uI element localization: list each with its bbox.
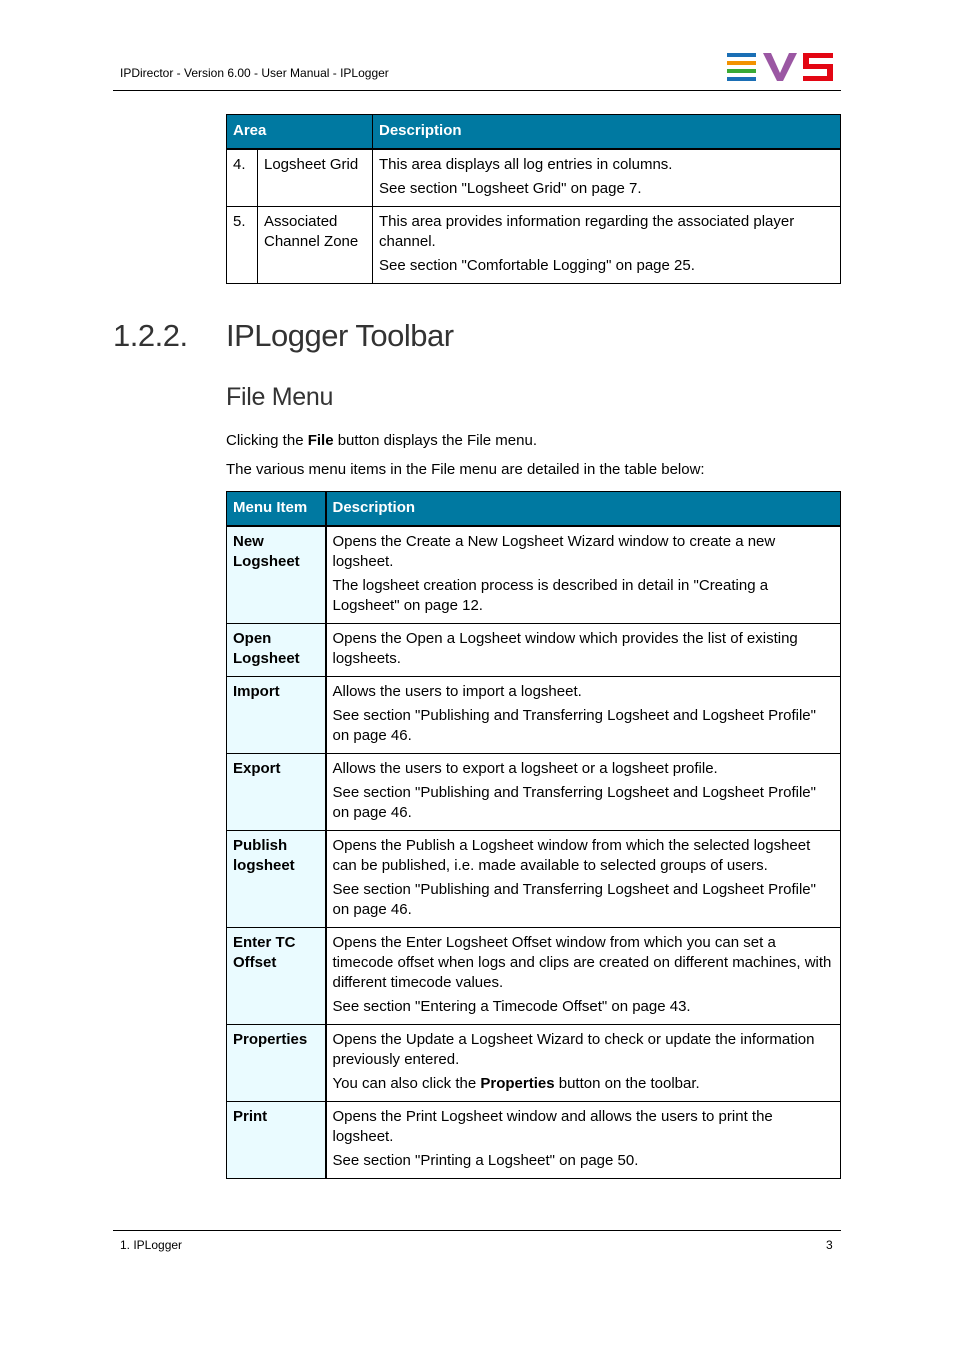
desc-line: This area displays all log entries in columns. bbox=[379, 156, 673, 173]
menu-item-name: Publish logsheet bbox=[227, 831, 326, 928]
desc-line: See section "Comfortable Logging" on page 25. bbox=[379, 257, 695, 274]
subsection-heading: File Menu bbox=[226, 383, 334, 411]
footer-chapter: 1. IPLogger bbox=[120, 1238, 183, 1252]
intro-paragraph bbox=[226, 432, 537, 449]
desc-line: Opens the Publish a Logsheet window from which the selected logsheet can be published, i.e. made available to selected groups of users. bbox=[332, 837, 811, 874]
desc-line: Opens the Print Logsheet window and allows the users to print the logsheet. bbox=[332, 1108, 773, 1145]
desc-line: Opens the Open a Logsheet window which provides the list of existing logsheets. bbox=[332, 630, 798, 667]
table-row bbox=[227, 207, 841, 284]
intro-paragraph-2: The various menu items in the File menu are detailed in the table below: bbox=[226, 461, 705, 478]
menu-item-name: Enter TC Offset bbox=[227, 928, 326, 1025]
menu-table bbox=[226, 491, 841, 1179]
area-name: Logsheet Grid bbox=[258, 149, 373, 207]
page-number: 3 bbox=[826, 1238, 833, 1252]
desc-line: Opens the Update a Logsheet Wizard to check or update the information previously entered. bbox=[332, 1031, 815, 1068]
area-header: Area bbox=[227, 115, 373, 150]
intro-text: button displays the File menu. bbox=[333, 432, 537, 449]
menu-item-name: Export bbox=[227, 754, 326, 831]
desc-line: Allows the users to import a logsheet. bbox=[332, 683, 582, 700]
table-row bbox=[227, 1102, 841, 1179]
table-row bbox=[227, 831, 841, 928]
header-rule bbox=[113, 90, 841, 91]
menu-item-description bbox=[326, 754, 841, 831]
desc-line: See section "Printing a Logsheet" on page 50. bbox=[332, 1152, 639, 1169]
desc-line: Allows the users to export a logsheet or a logsheet profile. bbox=[332, 760, 718, 777]
table-row bbox=[227, 1025, 841, 1102]
menu-item-name: Properties bbox=[227, 1025, 326, 1102]
desc-text: button on the toolbar. bbox=[554, 1075, 700, 1092]
menu-item-header: Menu Item bbox=[227, 492, 326, 527]
area-table bbox=[226, 114, 841, 284]
desc-line: See section "Publishing and Transferring Logsheet and Logsheet Profile" on page 46. bbox=[332, 881, 816, 918]
desc-line: See section "Publishing and Transferring Logsheet and Logsheet Profile" on page 46. bbox=[332, 707, 816, 744]
intro-text: Clicking the bbox=[226, 432, 308, 449]
area-description bbox=[373, 207, 841, 284]
intro-bold: File bbox=[307, 432, 334, 449]
menu-item-description bbox=[326, 831, 841, 928]
desc-line: This area provides information regarding the associated player channel. bbox=[379, 213, 795, 250]
menu-item-name: Open Logsheet bbox=[227, 624, 326, 677]
table-row bbox=[227, 928, 841, 1025]
section-heading bbox=[113, 318, 454, 354]
desc-line: See section "Logsheet Grid" on page 7. bbox=[379, 180, 642, 197]
table-row bbox=[227, 526, 841, 624]
section-title: IPLogger Toolbar bbox=[226, 318, 454, 353]
desc-line: The logsheet creation process is described in detail in "Creating a Logsheet" on page 12. bbox=[332, 577, 769, 614]
description-header: Description bbox=[373, 115, 841, 150]
menu-item-description bbox=[326, 1025, 841, 1102]
menu-item-name: Print bbox=[227, 1102, 326, 1179]
menu-item-name: Import bbox=[227, 677, 326, 754]
menu-item-description bbox=[326, 526, 841, 624]
table-row bbox=[227, 754, 841, 831]
desc-text: You can also click the bbox=[332, 1075, 481, 1092]
table-row bbox=[227, 624, 841, 677]
evs-logo bbox=[727, 53, 833, 82]
section-number: 1.2.2. bbox=[113, 318, 188, 353]
table-row bbox=[227, 149, 841, 207]
description-header: Description bbox=[326, 492, 841, 527]
area-name: Associated Channel Zone bbox=[258, 207, 373, 284]
menu-item-description bbox=[326, 1102, 841, 1179]
desc-line: Opens the Create a New Logsheet Wizard window to create a new logsheet. bbox=[332, 533, 776, 570]
area-description bbox=[373, 149, 841, 207]
menu-item-name: New Logsheet bbox=[227, 526, 326, 624]
desc-line bbox=[333, 1074, 835, 1094]
menu-item-description bbox=[326, 677, 841, 754]
menu-item-description bbox=[326, 624, 841, 677]
desc-line: See section "Publishing and Transferring Logsheet and Logsheet Profile" on page 46. bbox=[332, 784, 816, 821]
footer-rule bbox=[113, 1230, 841, 1231]
row-number: 5. bbox=[227, 207, 258, 284]
menu-item-description bbox=[326, 928, 841, 1025]
desc-bold: Properties bbox=[480, 1075, 555, 1092]
running-header: IPDirector - Version 6.00 - User Manual - IPLogger bbox=[120, 66, 389, 80]
table-row bbox=[227, 677, 841, 754]
row-number: 4. bbox=[227, 149, 258, 207]
desc-line: Opens the Enter Logsheet Offset window from which you can set a timecode offset when logs and clips are created on different machines, with different timecode values. bbox=[332, 934, 832, 991]
desc-line: See section "Entering a Timecode Offset" on page 43. bbox=[332, 998, 691, 1015]
